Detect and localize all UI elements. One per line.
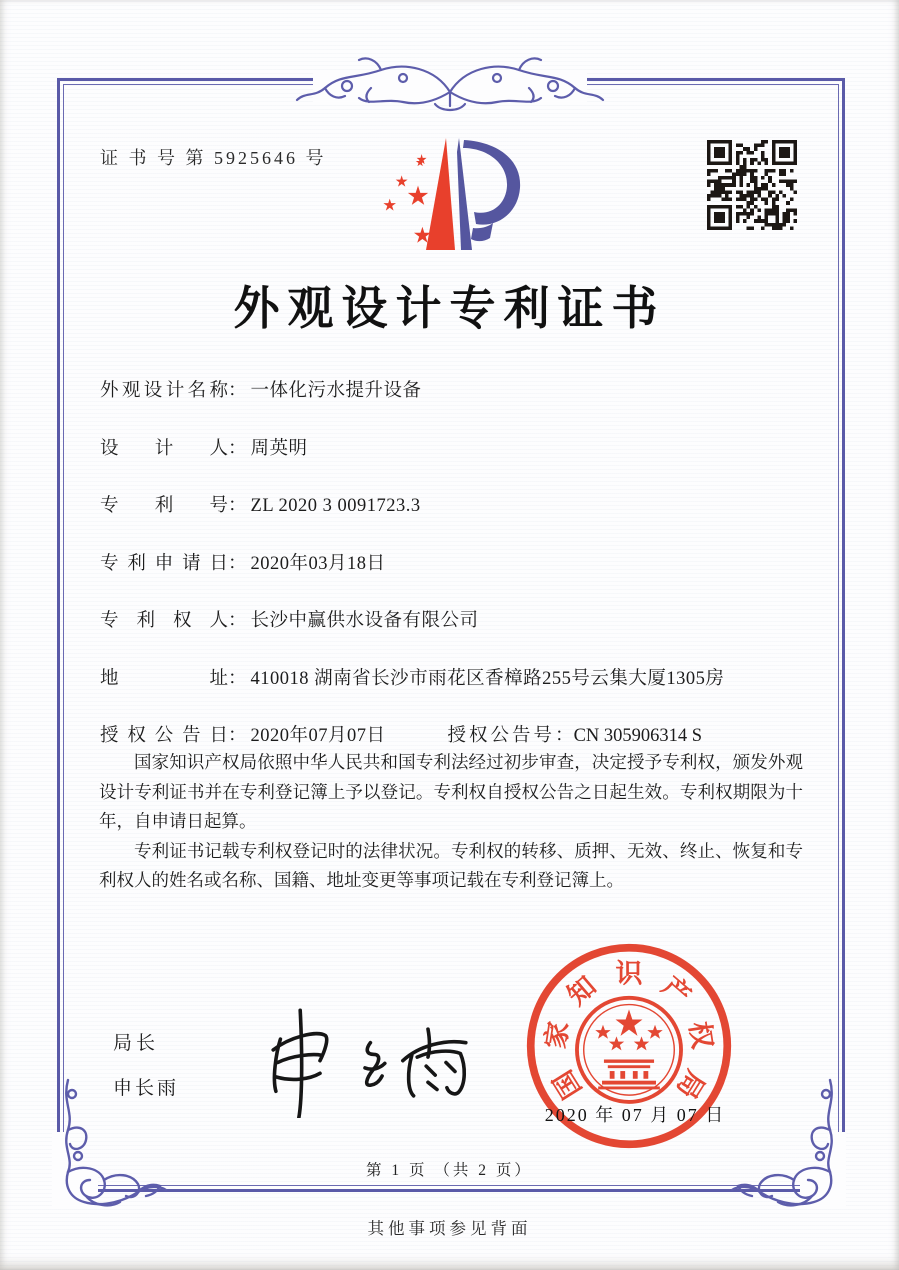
legal-text xyxy=(99,748,803,896)
field-label: 专 利 号 xyxy=(100,496,228,516)
certificate-number: 证 书 号 第 5925646 号 xyxy=(100,148,327,168)
field-value: ZL 2020 3 0091723.3 xyxy=(250,496,421,516)
field-address: 地 址： 410018 湖南省长沙市雨花区香樟路255号云集大厦1305房 xyxy=(100,664,820,690)
national-emblem-icon xyxy=(577,998,681,1102)
svg-text:国: 国 xyxy=(547,1065,588,1104)
director-block xyxy=(113,1028,179,1100)
director-signature xyxy=(248,998,473,1118)
field-label: 专 利 权 人 xyxy=(100,611,228,631)
legal-paragraph-2: 专利证书记载专利权登记时的法律状况。专利权的转移、质押、无效、终止、恢复和专利权人的姓名或名称、国籍、地址变更等事项记载在专利登记簿上。 xyxy=(99,840,803,890)
field-label: 授权公告日 xyxy=(100,726,228,746)
field-value: 周英明 xyxy=(250,438,308,459)
director-title: 局长 xyxy=(113,1033,160,1054)
svg-text:产: 产 xyxy=(656,970,697,1012)
field-label: 地 址 xyxy=(100,668,228,689)
bottom-right-flourish-ornament xyxy=(724,1072,864,1212)
certificate-title: 外观设计专利证书 xyxy=(233,283,666,334)
svg-text:家: 家 xyxy=(540,1019,575,1051)
field-value: 一体化污水提升设备 xyxy=(250,381,422,401)
field-value: 长沙中赢供水设备有限公司 xyxy=(250,611,479,631)
director-name: 申长雨 xyxy=(113,1078,180,1099)
field-value: 2020年07月07日 xyxy=(250,726,386,746)
field-designer: 设 计 人： 周英明 xyxy=(100,434,820,460)
svg-text:知: 知 xyxy=(561,970,602,1012)
field-label: 专利申请日 xyxy=(100,553,228,574)
field-value: 410018 湖南省长沙市雨花区香樟路255号云集大厦1305房 xyxy=(250,668,725,689)
qr-code xyxy=(707,140,797,230)
field-design-name: 外观设计名称： 一体化污水提升设备 xyxy=(100,376,820,402)
field-patentee: 专 利 权 人： 长沙中赢供水设备有限公司 xyxy=(100,606,820,632)
back-side-note: 其他事项参见背面 xyxy=(367,1219,532,1238)
svg-text:识: 识 xyxy=(615,958,643,989)
field-grant-date-and-number: 授权公告日： 2020年07月07日 授权公告号：CN 305906314 S xyxy=(100,721,820,747)
field-label: 设 计 人 xyxy=(100,438,228,459)
cnipa-logo-icon xyxy=(360,132,532,258)
field-label: 外观设计名称 xyxy=(100,381,228,401)
svg-text:局: 局 xyxy=(670,1065,711,1104)
field-value-grant-number: CN 305906314 S xyxy=(573,726,703,746)
certificate-fields xyxy=(100,376,820,779)
field-label-grant-number: 授权公告号 xyxy=(447,726,556,746)
top-flourish-ornament xyxy=(285,48,615,126)
field-application-date: 专利申请日： 2020年03月18日 xyxy=(100,549,820,575)
field-value: 2020年03月18日 xyxy=(250,553,386,574)
page-number: 第 1 页 （共 2 页） xyxy=(366,1162,533,1179)
svg-text:权: 权 xyxy=(683,1019,718,1051)
seal-date: 2020 年 07 月 07 日 xyxy=(544,1105,726,1125)
field-patent-number: 专 利 号： ZL 2020 3 0091723.3 xyxy=(100,491,820,517)
legal-paragraph-1: 国家知识产权局依照中华人民共和国专利法经过初步审查，决定授予专利权，颁发外观设计专利证书并在专利登记簿上予以登记。专利权自授权公告之日起生效。专利权期限为十年，自申请日起算。 xyxy=(99,752,803,831)
